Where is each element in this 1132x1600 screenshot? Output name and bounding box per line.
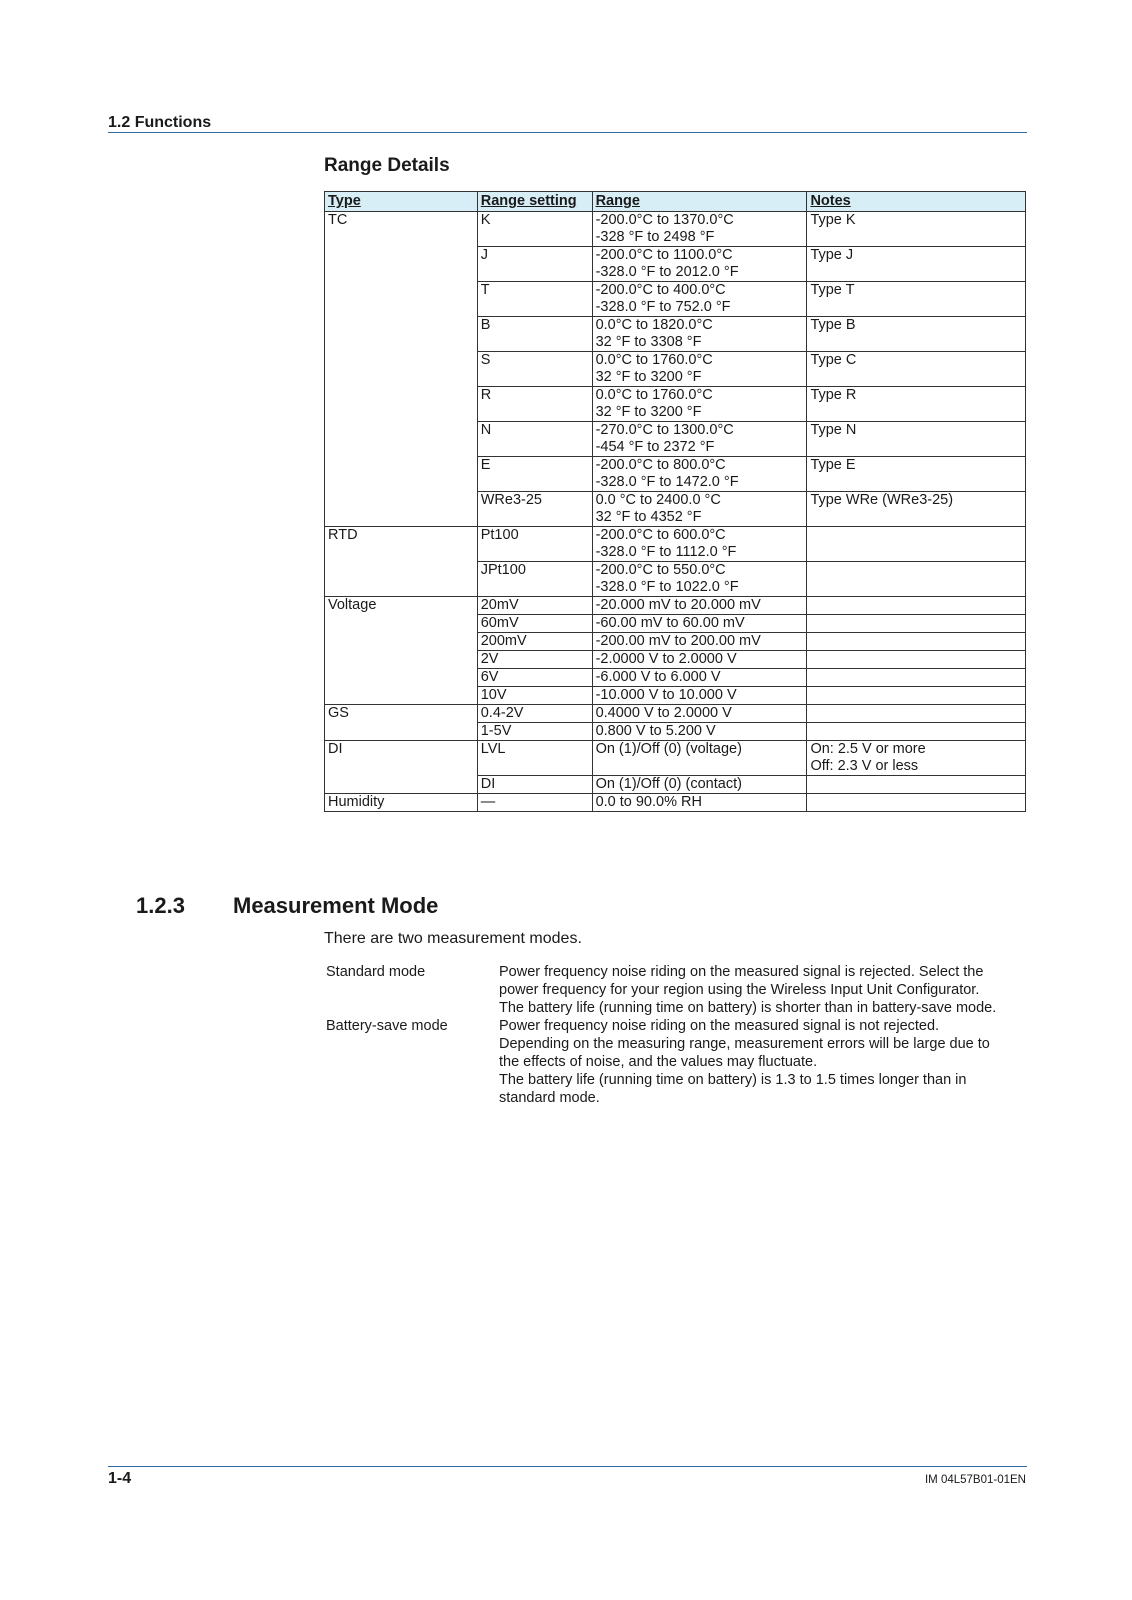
notes-cell <box>807 741 1026 776</box>
column-header-range-setting: Range setting <box>477 192 592 212</box>
range-line: -200.00 mV to 200.00 mV <box>595 633 761 649</box>
measurement-mode-intro: There are two measurement modes. <box>324 930 582 947</box>
range-setting-cell: N <box>477 422 592 457</box>
range-setting-cell: 20mV <box>477 597 592 615</box>
notes-cell <box>807 212 1026 247</box>
mode-item-battery-save <box>326 1017 1046 1107</box>
range-line: -200.0°C to 400.0°C <box>595 282 726 298</box>
range-cell <box>592 669 807 687</box>
range-cell <box>592 794 807 812</box>
notes-cell <box>807 776 1026 794</box>
range-setting-cell: LVL <box>477 741 592 776</box>
range-line: -328.0 °F to 1022.0 °F <box>595 579 739 595</box>
range-cell <box>592 282 807 317</box>
notes-cell <box>807 247 1026 282</box>
range-line: -270.0°C to 1300.0°C <box>595 422 734 438</box>
range-cell <box>592 352 807 387</box>
section-title: Measurement Mode <box>233 893 439 918</box>
range-cell <box>592 741 807 776</box>
header-divider <box>108 132 1027 133</box>
mode-description-line: the effects of noise, and the values may fluctuate. <box>499 1054 818 1070</box>
notes-cell <box>807 317 1026 352</box>
range-details-heading: Range Details <box>324 155 450 176</box>
table-row <box>325 527 1026 562</box>
range-line: 32 °F to 3200 °F <box>595 404 702 420</box>
notes-cell <box>807 669 1026 687</box>
notes-cell <box>807 527 1026 562</box>
notes-cell <box>807 651 1026 669</box>
range-setting-cell: 60mV <box>477 615 592 633</box>
range-line: -328.0 °F to 2012.0 °F <box>595 264 739 280</box>
column-header-type: Type <box>325 192 478 212</box>
type-cell: RTD <box>325 527 478 597</box>
range-setting-cell: 10V <box>477 687 592 705</box>
notes-cell <box>807 597 1026 615</box>
mode-description-line: The battery life (running time on battery) is shorter than in battery-save mode. <box>499 1000 997 1016</box>
range-setting-cell: E <box>477 457 592 492</box>
range-cell <box>592 212 807 247</box>
mode-description-line: power frequency for your region using the Wireless Input Unit Configurator. <box>499 982 980 998</box>
notes-cell <box>807 794 1026 812</box>
mode-name: Battery-save mode <box>326 1018 448 1034</box>
notes-line: Type R <box>810 387 857 403</box>
type-cell: TC <box>325 212 478 527</box>
mode-item-standard <box>326 963 1046 1017</box>
notes-cell <box>807 387 1026 422</box>
range-setting-cell: 200mV <box>477 633 592 651</box>
range-cell <box>592 562 807 597</box>
range-cell <box>592 247 807 282</box>
range-line: -328.0 °F to 752.0 °F <box>595 299 731 315</box>
range-line: -10.000 V to 10.000 V <box>595 687 737 703</box>
mode-description <box>499 963 1046 1017</box>
range-setting-cell: T <box>477 282 592 317</box>
type-cell: Voltage <box>325 597 478 705</box>
range-setting-cell: S <box>477 352 592 387</box>
range-setting-cell: 1-5V <box>477 723 592 741</box>
range-line: -2.0000 V to 2.0000 V <box>595 651 737 667</box>
table-row <box>325 794 1026 812</box>
range-cell <box>592 387 807 422</box>
range-line: 32 °F to 3200 °F <box>595 369 702 385</box>
notes-cell <box>807 457 1026 492</box>
range-line: 0.0 to 90.0% RH <box>595 794 702 810</box>
range-line: 0.0°C to 1760.0°C <box>595 352 713 368</box>
notes-cell <box>807 633 1026 651</box>
range-line: 0.0 °C to 2400.0 °C <box>595 492 721 508</box>
range-setting-cell: B <box>477 317 592 352</box>
notes-cell <box>807 687 1026 705</box>
notes-line: Off: 2.3 V or less <box>810 758 919 774</box>
section-header: 1.2 Functions <box>108 114 212 131</box>
mode-description-line: standard mode. <box>499 1090 600 1106</box>
mode-description-line: The battery life (running time on battery) is 1.3 to 1.5 times longer than in <box>499 1072 967 1088</box>
footer-divider <box>108 1466 1027 1467</box>
mode-description-line: Power frequency noise riding on the measured signal is rejected. Select the <box>499 964 984 980</box>
range-line: 0.4000 V to 2.0000 V <box>595 705 732 721</box>
range-line: -200.0°C to 1100.0°C <box>595 247 733 263</box>
range-cell <box>592 527 807 562</box>
page-number: 1-4 <box>108 1470 132 1487</box>
range-setting-cell: Pt100 <box>477 527 592 562</box>
range-cell <box>592 687 807 705</box>
notes-cell <box>807 282 1026 317</box>
table-header-row <box>325 192 1026 212</box>
range-table-body <box>325 212 1026 812</box>
table-row <box>325 741 1026 776</box>
notes-cell <box>807 562 1026 597</box>
range-cell <box>592 492 807 527</box>
range-line: 32 °F to 3308 °F <box>595 334 702 350</box>
notes-cell <box>807 492 1026 527</box>
range-line: -328.0 °F to 1472.0 °F <box>595 474 739 490</box>
range-cell <box>592 457 807 492</box>
notes-line: Type B <box>810 317 856 333</box>
table-row <box>325 705 1026 723</box>
range-setting-cell: K <box>477 212 592 247</box>
range-line: 0.0°C to 1820.0°C <box>595 317 713 333</box>
notes-cell <box>807 615 1026 633</box>
notes-cell <box>807 705 1026 723</box>
mode-name: Standard mode <box>326 964 426 980</box>
range-line: -60.00 mV to 60.00 mV <box>595 615 745 631</box>
notes-line: Type C <box>810 352 857 368</box>
range-line: -6.000 V to 6.000 V <box>595 669 721 685</box>
range-setting-cell: R <box>477 387 592 422</box>
column-header-notes: Notes <box>807 192 1026 212</box>
range-details-table <box>324 191 1026 812</box>
range-setting-cell: 0.4-2V <box>477 705 592 723</box>
range-setting-cell: — <box>477 794 592 812</box>
section-number: 1.2.3 <box>136 893 185 918</box>
range-setting-cell: J <box>477 247 592 282</box>
notes-cell <box>807 352 1026 387</box>
range-setting-cell: DI <box>477 776 592 794</box>
range-line: -20.000 mV to 20.000 mV <box>595 597 761 613</box>
range-line: -328 °F to 2498 °F <box>595 229 715 245</box>
range-line: On (1)/Off (0) (voltage) <box>595 741 742 757</box>
range-setting-cell: JPt100 <box>477 562 592 597</box>
column-header-range: Range <box>592 192 807 212</box>
range-setting-cell: WRe3-25 <box>477 492 592 527</box>
notes-line: Type WRe (WRe3-25) <box>810 492 954 508</box>
range-cell <box>592 317 807 352</box>
mode-description <box>499 1017 1046 1107</box>
notes-line: Type K <box>810 212 856 228</box>
notes-line: Type J <box>810 247 854 263</box>
range-cell <box>592 597 807 615</box>
range-setting-cell: 6V <box>477 669 592 687</box>
range-cell <box>592 651 807 669</box>
notes-cell <box>807 723 1026 741</box>
table-row <box>325 597 1026 615</box>
range-line: -454 °F to 2372 °F <box>595 439 715 455</box>
range-line: -200.0°C to 600.0°C <box>595 527 726 543</box>
mode-description-line: Power frequency noise riding on the measured signal is not rejected. <box>499 1018 940 1034</box>
range-cell <box>592 776 807 794</box>
notes-line: On: 2.5 V or more <box>810 741 926 757</box>
range-cell <box>592 422 807 457</box>
range-cell <box>592 705 807 723</box>
range-setting-cell: 2V <box>477 651 592 669</box>
range-line: -328.0 °F to 1112.0 °F <box>595 544 737 560</box>
type-cell: GS <box>325 705 478 741</box>
table-row <box>325 212 1026 247</box>
notes-line: Type N <box>810 422 857 438</box>
notes-line: Type T <box>810 282 855 298</box>
type-cell: DI <box>325 741 478 794</box>
mode-description-line: Depending on the measuring range, measurement errors will be large due to <box>499 1036 990 1052</box>
range-cell <box>592 615 807 633</box>
range-line: On (1)/Off (0) (contact) <box>595 776 742 792</box>
measurement-mode-list <box>326 963 1046 1107</box>
range-line: 0.0°C to 1760.0°C <box>595 387 713 403</box>
range-cell <box>592 633 807 651</box>
range-line: -200.0°C to 1370.0°C <box>595 212 734 228</box>
notes-line: Type E <box>810 457 856 473</box>
range-line: 32 °F to 4352 °F <box>595 509 702 525</box>
document-id: IM 04L57B01-01EN <box>924 1474 1026 1486</box>
range-line: 0.800 V to 5.200 V <box>595 723 716 739</box>
range-cell <box>592 723 807 741</box>
type-cell: Humidity <box>325 794 478 812</box>
notes-cell <box>807 422 1026 457</box>
range-line: -200.0°C to 800.0°C <box>595 457 726 473</box>
range-line: -200.0°C to 550.0°C <box>595 562 726 578</box>
